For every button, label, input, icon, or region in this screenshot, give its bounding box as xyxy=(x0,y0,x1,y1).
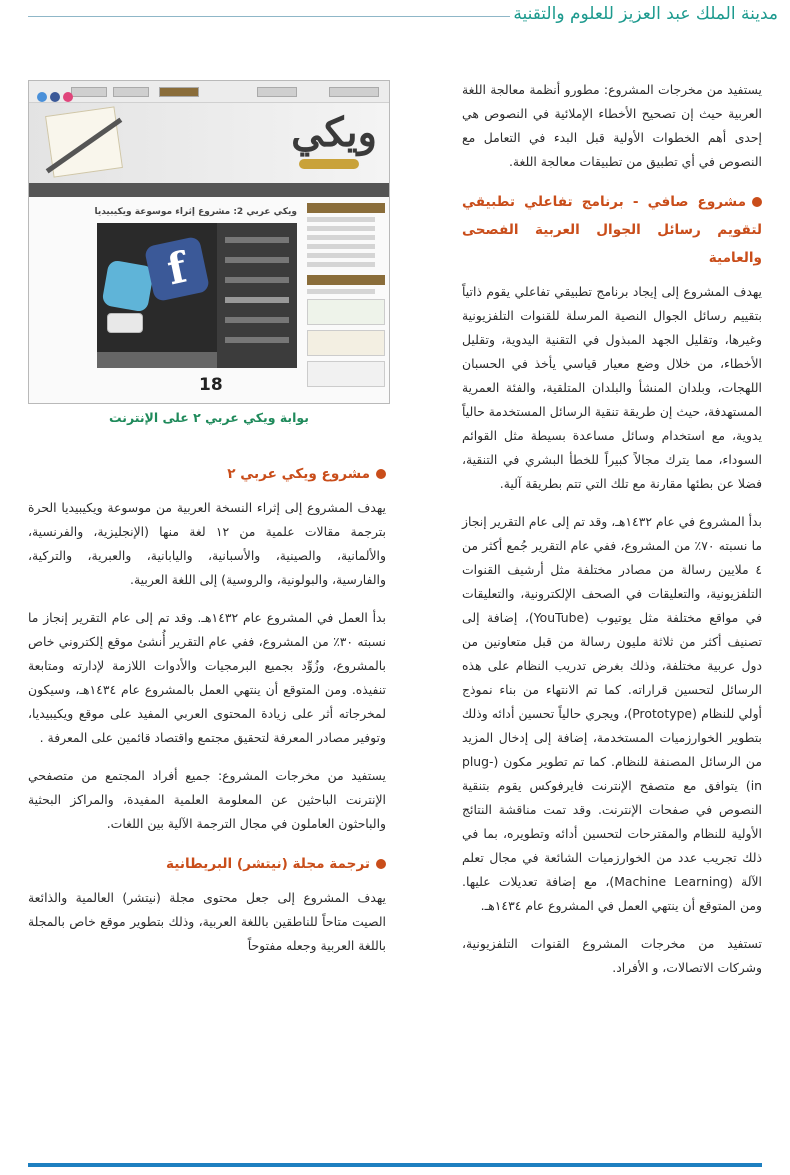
header-title: مدينة الملك عبد العزيز للعلوم والتقنية xyxy=(513,4,778,24)
heading-text: مشروع ويكي عربي ٢ xyxy=(227,466,370,482)
wiki-logo-sub xyxy=(299,159,359,169)
screenshot-counter: 18 xyxy=(199,375,223,395)
wiki-logo: ويكي xyxy=(291,109,377,156)
screenshot-login-button xyxy=(159,87,199,97)
screenshot-main-title: ويكي عربي 2: مشروع إثراء موسوعة ويكيبيديا xyxy=(94,207,297,217)
screenshot-field xyxy=(257,87,297,97)
heading-text: ترجمة مجلة (نيتشر) البريطانية xyxy=(166,856,370,872)
wiki-paragraph-2: بدأ العمل في المشروع عام ١٤٣٢هـ. وقد تم إلى عام التقرير إنجاز ما نسبته ٣٠٪ من المشروع، ففي عام التقرير أُنشئ موقع إلكتروني خاص بالمشروع، وزُوِّد بجميع البرمجيات والأدوات اللازمة لإدارته ومتابعة تنفيذه. ومن المتوقع أن ينتهي العمل بالمشروع عام ١٤٣٤هـ، وسيكون لمخرجاته أثر على زيادة المحتوى العربي المفيد على موقع ويكيبيديا، وتوفير مصادر المعرفة لتحقيق مجتمع واقتصاد قائمين على المعرفة . xyxy=(28,610,387,745)
wiki-paragraph-3: يستفيد من مخرجات المشروع: جميع أفراد المجتمع من متصفحي الإنترنت الباحثين عن المعلومة العلمية المفيدة، والمراكز البحثية والباحثون العاملون في مجال الترجمة الآلية بين اللغات. xyxy=(28,768,386,831)
bullet-icon xyxy=(376,469,386,479)
left-column xyxy=(28,456,386,972)
wikipedia-logo-image xyxy=(307,361,385,387)
wiki-paragraph-1: يهدف المشروع إلى إثراء النسخة العربية من موسوعة ويكيبيديا الحرة بترجمة مقالات علمية من ١٢ لغة منها (الإنجليزية، والفرنسية، والألمانية، والصينية، والأسبانية، واليابانية، والعبرية، والتركية، والفارسية، والبولونية، والروسية) إلى اللغة العربية. xyxy=(28,500,386,587)
bullet-icon xyxy=(752,197,762,207)
screenshot-sidebar xyxy=(307,203,385,399)
safi-paragraph-2: بدأ المشروع في عام ١٤٣٢هـ، وقد تم إلى عام التقرير إنجاز ما نسبته ٧٠٪ من المشروع، ففي عام التقرير جُمع أكثر من ٤ ملايين رسالة من مصادر مختلفة مثل أرشيف القنوات التلفزيونية، والتعليقات في الصحف الإلكترونية، والتعليقات في مواقع مختلفة مثل يوتيوب (YouTube)، إضافة إلى تصنيف أكثر من ثلاثة مليون رسالة من قبل متعاونين من دول عربية مختلفة، وذلك بغرض تدريب النظام على هذه الرسائل لتحسين قراراته. كما تم الانتهاء من بناء نموذج أولي للنظام (Prototype)، ويجري حالياً تحسين أدائه وذلك بتطوير الخوارزميات المستخدمة، إضافة إلى إدخال المزيد من الرسائل المصنفة للنظام. كما تم تطوير مكون (plug-in) يتوافق مع متصفح الإنترنت فايرفوكس يقوم بتنقية النصوص في صفحات الإنترنت. وقد تمت مناقشة النتائج الأولية للنظام والمقترحات لتحسين أدائه وتطويره، بما في ذلك تجريب عدد من الخوارزميات الشائعة في مجال تعلم الآلة (Machine Learning)، مع إضافة تعديلات عليها. ومن المتوقع أن ينتهي العمل في المشروع عام ١٤٣٤هـ. xyxy=(462,514,763,913)
flickr-icon xyxy=(63,92,73,102)
heading-text: مشروع صافي - برنامج تفاعلي تطبيقي لتقويم رسائل الجوال العربية الفصحى والعامية xyxy=(462,194,762,266)
sidebar-logo-image xyxy=(307,330,385,356)
screenshot-field xyxy=(71,87,107,97)
header-rule xyxy=(28,16,510,17)
social-media-feature-image xyxy=(97,223,297,368)
facebook-icon xyxy=(50,92,60,102)
section-heading-wiki xyxy=(28,460,386,488)
page-header xyxy=(0,0,790,36)
feature-list xyxy=(217,223,297,368)
right-column xyxy=(462,78,762,994)
bullet-icon xyxy=(376,859,386,869)
screenshot-topbar xyxy=(29,81,389,103)
screenshot-field xyxy=(113,87,149,97)
globe-icon xyxy=(37,92,47,102)
wiki-arabi-screenshot xyxy=(28,80,390,404)
intro-paragraph: يستفيد من مخرجات المشروع: مطورو أنظمة معالجة اللغة العربية حيث إن تصحيح الأخطاء الإملائية في النصوص هي إحدى أهم الخطوات الأولية قبل البدء في التعامل مع النصوص في أي تطبيق من تطبيقات معالجة اللغة. xyxy=(462,82,762,169)
feature-caption-strip xyxy=(97,352,217,368)
facebook-icon: f xyxy=(144,236,210,302)
safi-paragraph-1: يهدف المشروع إلى إيجاد برنامج تطبيقي تفاعلي يقوم ذاتياً بتقييم رسائل الجوال النصية المرسلة للقنوات التلفزيونية وغيرها، وتقليل الجهد المبذول في التقنية اليدوية، وتقليل الأخطاء، من خلال وضع معيار قياسي يأخذ في الحسبان اللهجات، وبلدان المنشأ والبلدان المتلقية، والفئة العمرية المستهدفة، حيث إن طريقة تنقية الرسائل المستخدمة حالياً يدوية، مع استخدام وسائل مساعدة بسيطة مثل القوائم السوداء، مما يترك مجالاً كبيراً للخطأ البشري في التنقية، فضلا عن بطئها مقارنة مع تلك التي تتم بطريقة آلية. xyxy=(462,284,762,491)
youtube-icon xyxy=(107,313,143,333)
screenshot-banner xyxy=(29,103,389,183)
safi-paragraph-3: تستفيد من مخرجات المشروع القنوات التلفزيونية، وشركات الاتصالات، و الأفراد. xyxy=(462,936,762,975)
twitter-icon xyxy=(101,259,154,312)
figure-caption: بوابة ويكي عربي ٢ على الإنترنت xyxy=(109,410,309,425)
screenshot-search-box xyxy=(329,87,379,97)
screenshot-nav xyxy=(29,183,389,197)
nature-paragraph-1: يهدف المشروع إلى جعل محتوى مجلة (نيتشر) العالمية والذائعة الصيت متاحاً للناطقين باللغة العربية، وذلك بتطوير موقع خاص بالمجلة باللغة العربية وجعله مفتوحاً xyxy=(28,890,386,953)
footer-rule xyxy=(28,1163,762,1167)
section-heading-safi xyxy=(462,188,762,272)
sidebar-logo-image xyxy=(307,299,385,325)
section-heading-nature xyxy=(28,850,386,878)
